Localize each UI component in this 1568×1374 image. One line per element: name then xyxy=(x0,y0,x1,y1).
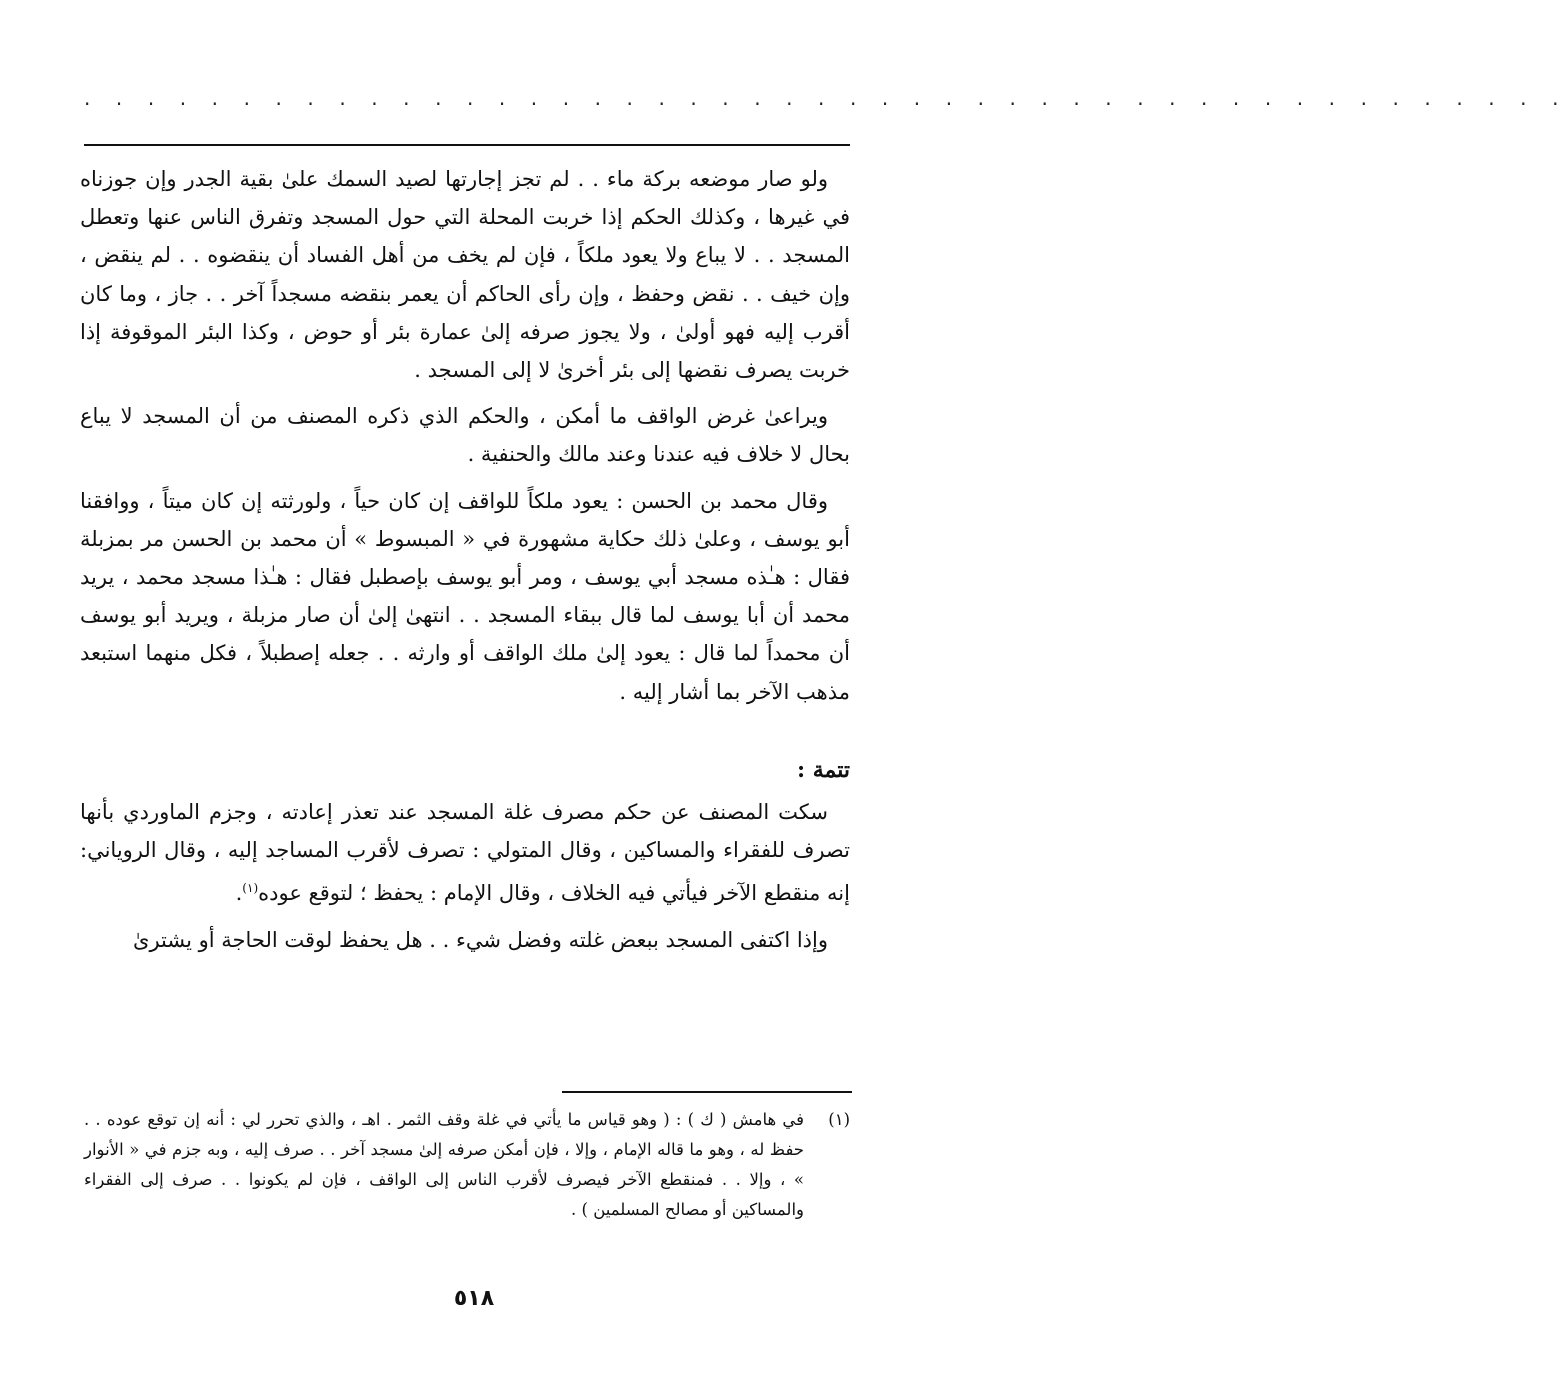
footnote-ref: (١) xyxy=(242,881,259,896)
paragraph: ويراعىٰ غرض الواقف ما أمكن ، والحكم الذي ذكره المصنف من أن المسجد لا يباع بحال لا خلاف فيه عندنا وعند مالك والحنفية . xyxy=(80,404,850,467)
paragraph-end: . xyxy=(235,881,243,906)
paragraph: وقال محمد بن الحسن : يعود ملكاً للواقف إن كان حياً ، ولورثته إن كان ميتاً ، ووافقنا أبو يوسف ، وعلىٰ ذلك حكاية مشهورة في « المبسوط » أن محمد بن الحسن مر بمزبلة فقال : هـٰذه مسجد أبي يوسف ، ومر أبو يوسف بإصطبل فقال : هـٰذا مسجد محمد ، يريد محمد أن أبا يوسف لما قال ببقاء المسجد . . انتهىٰ إلىٰ أن صار مزبلة ، ويريد أبو يوسف أن محمداً لما قال : يعود إلىٰ ملك الواقف أو وارثه . . جعله إصطبلاً ، فكل منهما استبعد مذهب الآخر بما أشار إليه . xyxy=(80,488,850,704)
paragraph xyxy=(80,793,850,913)
page-number: ٥١٨ xyxy=(453,1286,495,1311)
paragraph: ولو صار موضعه بركة ماء . . لم تجز إجارتها لصيد السمك علىٰ بقية الجدر وإن جوزناه في غيرها ، وكذلك الحكم إذا خربت المحلة التي حول المسجد وتفرق الناس عنها وتعطل المسجد . . لا يباع ولا يعود ملكاً ، فإن لم يخف من أهل الفساد أن ينقضوه . . لم ينقض ، وإن خيف . . نقض وحفظ ، وإن رأى الحاكم أن يعمر بنقضه مسجداً آخر . . جاز ، وما كان أقرب إليه فهو أولىٰ ، ولا يجوز صرفه إلىٰ عمارة بئر أو حوض ، وكذا البئر الموقوفة إذا خربت يصرف نقضها إلى بئر أخرىٰ لا إلى المسجد . xyxy=(80,167,850,383)
section-heading: تتمة : xyxy=(796,756,850,783)
header-dot-leader: . . . . . . . . . . . . . . . . . . . . . . . . . . . . . . . . . . . . . . . . . . . . . . . xyxy=(84,86,1568,110)
main-text xyxy=(80,160,850,967)
footnote-rule xyxy=(562,1091,852,1093)
footnote-text: في هامش ( ك ) : ( وهو قياس ما يأتي في غلة وقف الثمر . اهـ ، والذي تحرر لي : أنه إن توقع عوده . . حفظ له ، وهو ما قاله الإمام ، وإلا ، فإن أمكن صرفه إلىٰ مسجد آخر . . صرف إليه ، وبه جزم في « الأنوار » ، وإلا . . فمنقطع الآخر فيصرف لأقرب الناس إلى الواقف ، فإن لم يكونوا . . صرف إلى الفقراء والمساكين أو مصالح المسلمين ) . xyxy=(84,1110,804,1219)
paragraph-text: سكت المصنف عن حكم مصرف غلة المسجد عند تعذر إعادته ، وجزم الماوردي بأنها تصرف للفقراء والمساكين ، وقال المتولي : تصرف لأقرب المساجد إليه ، وقال الروياني: إنه منقطع الآخر فيأتي فيه الخلاف ، وقال الإمام : يحفظ ؛ لتوقع عوده xyxy=(80,800,850,906)
paragraph: وإذا اكتفى المسجد ببعض غلته وفضل شيء . . هل يحفظ لوقت الحاجة أو يشترىٰ xyxy=(133,927,828,952)
header-rule xyxy=(84,144,850,146)
footnote-number: (١) xyxy=(828,1110,850,1129)
footnote xyxy=(84,1105,850,1225)
